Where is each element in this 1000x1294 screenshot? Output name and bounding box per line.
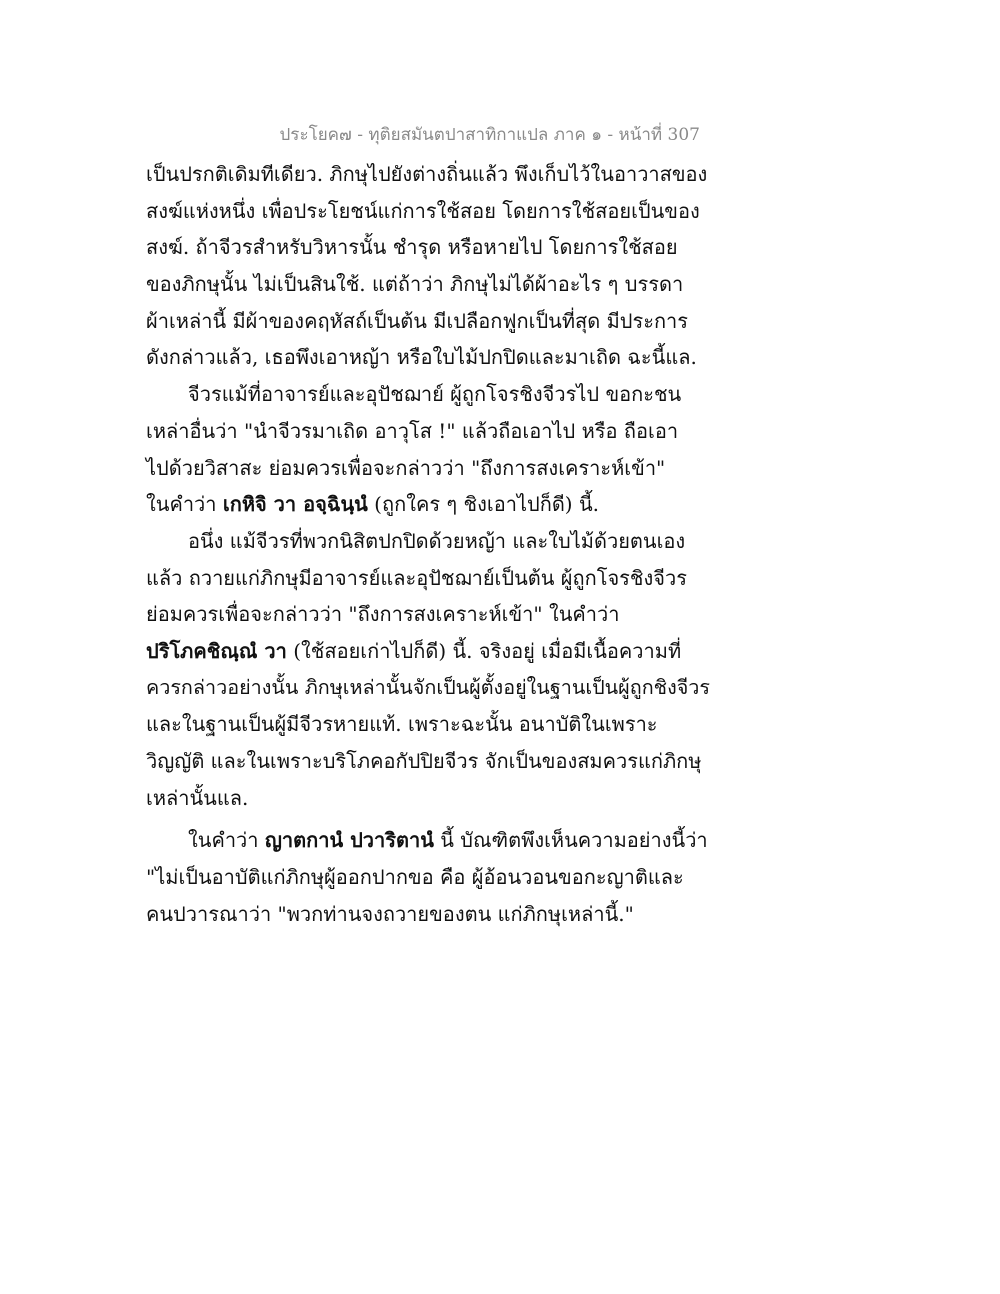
paragraph-4 [146,822,716,932]
text-line: ในคำว่า ญาตกานํ ปวาริตานํ นี้ บัณฑิตพึงเห็นความอย่างนี้ว่า [146,822,716,859]
pali-term: ญาตกานํ ปวาริตานํ [264,828,434,853]
paragraph-1 [146,156,716,376]
text-line: ควรกล่าวอย่างนั้น ภิกษุเหล่านั้นจักเป็นผู้ตั้งอยู่ในฐานเป็นผู้ถูกชิงจีวร [146,675,711,699]
text-line: จีวรแม้ที่อาจารย์และอุปัชฌาย์ ผู้ถูกโจรชิงจีวรไป ขอกะชน [188,382,682,407]
paragraph-3 [146,523,716,817]
pali-term: ปริโภคชิณฺณํ วา [146,638,287,663]
text-line: ผ้าเหล่านี้ มีผ้าของคฤหัสถ์เป็นต้น มีเปลือกฟูกเป็นที่สุด มีประการ [146,308,689,333]
text-line: คนปวารณาว่า "พวกท่านจงถวายของตน แก่ภิกษุเหล่านี้." [146,901,634,926]
text-line: เหล่าอื่นว่า "นำจีวรมาเถิด อาวุโส !" แล้วถือเอาไป หรือ ถือเอา [146,418,679,443]
text-line: แล้ว ถวายแก่ภิกษุมีอาจารย์และอุปัชฌาย์เป็นต้น ผู้ถูกโจรชิงจีวร [146,565,687,590]
text-line: และในฐานเป็นผู้มีจีวรหายแท้. เพราะฉะนั้น อนาบัติในเพราะ [146,712,658,737]
text-line: "ไม่เป็นอาบัติแก่ภิกษุผู้ออกปากขอ คือ ผู้อ้อนวอนขอกะญาติและ [146,865,684,890]
text-line: ย่อมควรเพื่อจะกล่าวว่า "ถึงการสงเคราะห์เข้า" ในคำว่า [146,602,620,627]
text-line: อนึ่ง แม้จีวรที่พวกนิสิตปกปิดด้วยหญ้า และใบไม้ด้วยตนเอง [188,528,686,553]
paragraph-2 [146,376,716,523]
text-line: เป็นปรกติเดิมทีเดียว. ภิกษุไปยังต่างถิ่นแล้ว พึงเก็บไว้ในอาวาสของ [146,162,708,186]
running-header: ประโยค๗ - ทุติยสมันตปาสาทิกาแปล ภาค ๑ - หน้าที่ 307 [279,125,700,145]
text-line: สงฆ์แห่งหนึ่ง เพื่อประโยชน์แก่การใช้สอย โดยการใช้สอยเป็นของ [146,198,700,223]
text-line: เหล่านั้นแล. [146,785,249,810]
text-line: ในคำว่า เกหิจิ วา อจฺฉินฺนํ (ถูกใคร ๆ ชิงเอาไปก็ดี) นี้. [146,486,716,523]
text-line: ดังกล่าวแล้ว, เธอพึงเอาหญ้า หรือใบไม้ปกปิดและมาเถิด ฉะนี้แล. [146,345,697,370]
body-text [146,156,716,932]
pali-term: เกหิจิ วา อจฺฉินฺนํ [222,492,368,517]
text-line: ไปด้วยวิสาสะ ย่อมควรเพื่อจะกล่าวว่า "ถึงการสงเคราะห์เข้า" [146,455,666,480]
text-line: วิญญัติ และในเพราะบริโภคอกัปปิยจีวร จักเป็นของสมควรแก่ภิกษุ [146,749,702,773]
text-line: สงฆ์. ถ้าจีวรสำหรับวิหารนั้น ชำรุด หรือหายไป โดยการใช้สอย [146,235,678,260]
text-line: ของภิกษุนั้น ไม่เป็นสินใช้. แต่ถ้าว่า ภิกษุไม่ได้ผ้าอะไร ๆ บรรดา [146,272,684,297]
text-line: ปริโภคชิณฺณํ วา (ใช้สอยเก่าไปก็ดี) นี้. จริงอยู่ เมื่อมีเนื้อความที่ [146,633,716,670]
